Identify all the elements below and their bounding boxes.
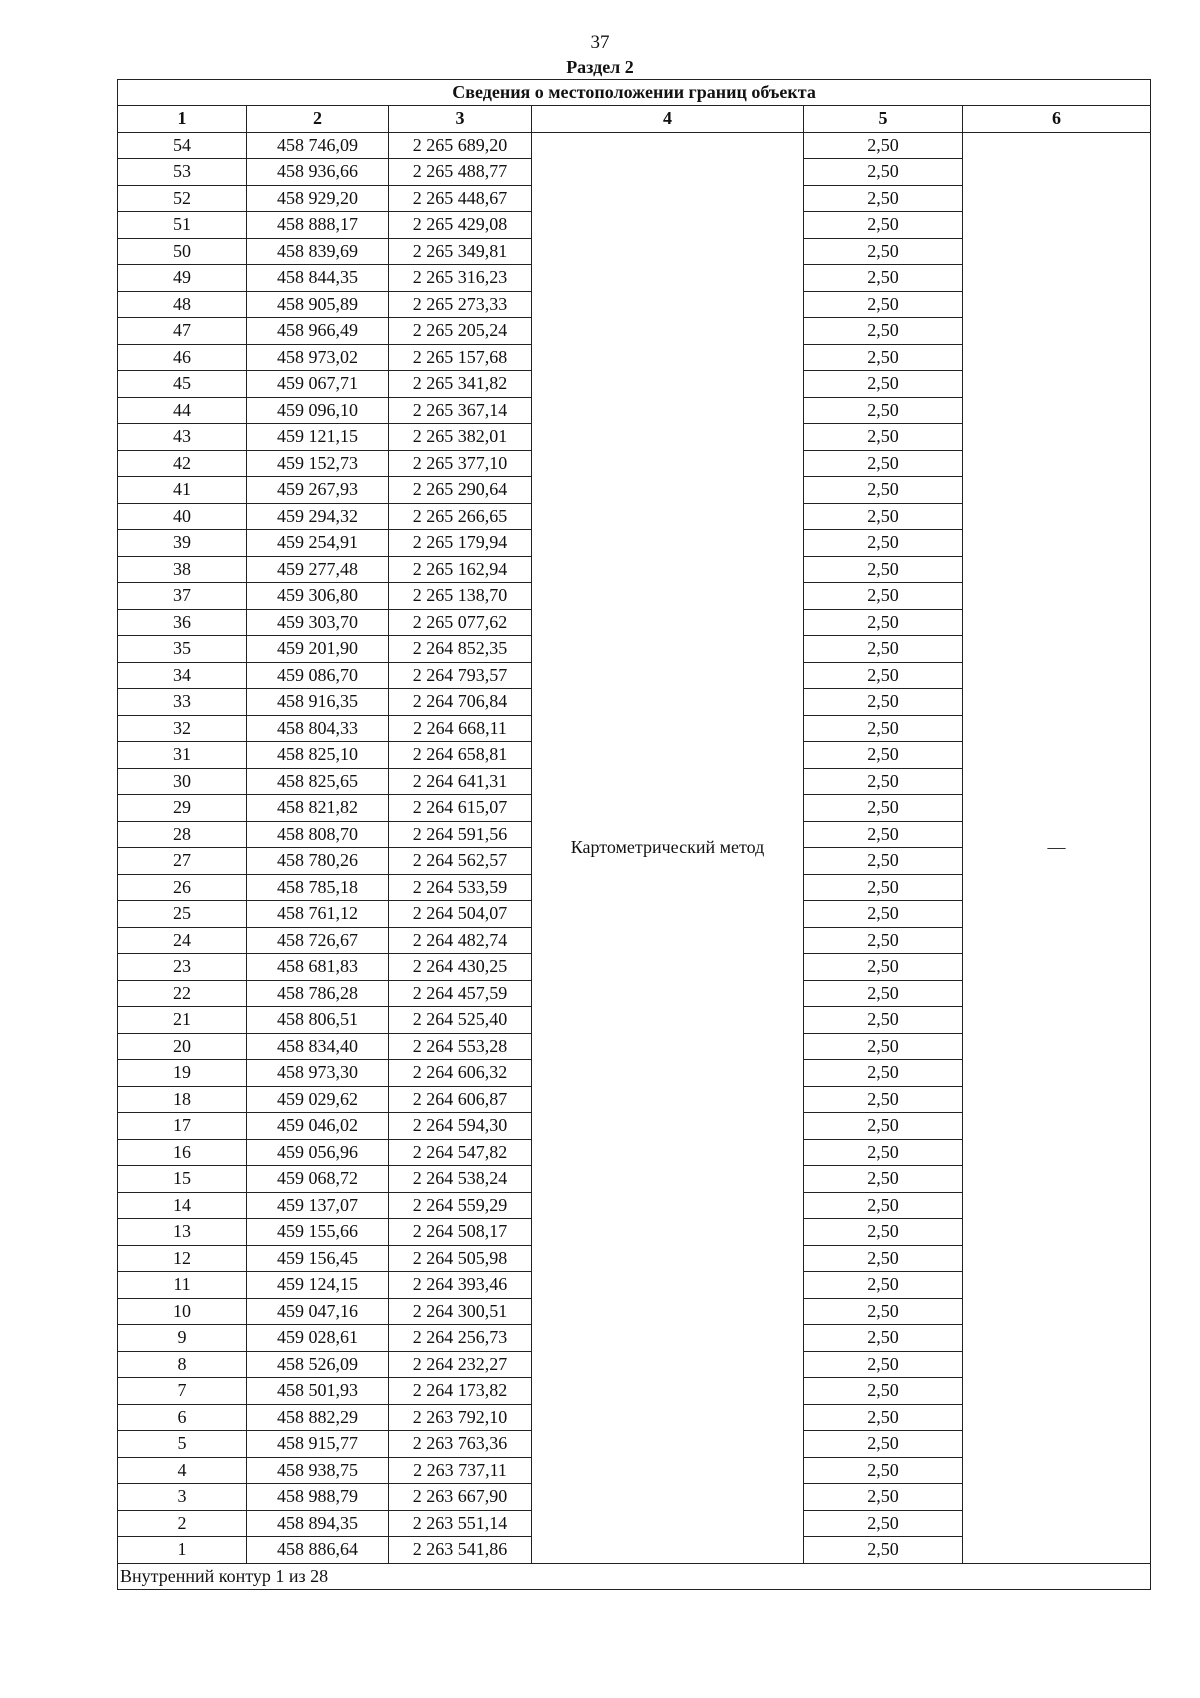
x-coordinate-cell: 459 306,80 (247, 583, 389, 610)
table-footer-row (118, 1563, 1151, 1590)
precision-cell: 2,50 (804, 1060, 963, 1087)
section-title: Раздел 2 (566, 57, 634, 77)
precision-cell: 2,50 (804, 556, 963, 583)
precision-cell: 2,50 (804, 503, 963, 530)
point-number-cell: 18 (118, 1086, 247, 1113)
precision-cell: 2,50 (804, 1166, 963, 1193)
precision-cell: 2,50 (804, 954, 963, 981)
point-number-cell: 26 (118, 874, 247, 901)
point-number-cell: 17 (118, 1113, 247, 1140)
precision-cell: 2,50 (804, 1086, 963, 1113)
point-number-cell: 15 (118, 1166, 247, 1193)
precision-cell: 2,50 (804, 980, 963, 1007)
y-coordinate-cell: 2 264 482,74 (389, 927, 532, 954)
column-number: 1 (118, 106, 247, 133)
y-coordinate-cell: 2 265 205,24 (389, 318, 532, 345)
y-coordinate-cell: 2 265 157,68 (389, 344, 532, 371)
precision-cell: 2,50 (804, 1272, 963, 1299)
precision-cell: 2,50 (804, 185, 963, 212)
precision-cell: 2,50 (804, 1431, 963, 1458)
x-coordinate-cell: 459 096,10 (247, 397, 389, 424)
y-coordinate-cell: 2 264 508,17 (389, 1219, 532, 1246)
column-number: 6 (963, 106, 1151, 133)
table-row (118, 132, 1151, 159)
x-coordinate-cell: 458 681,83 (247, 954, 389, 981)
point-number-cell: 36 (118, 609, 247, 636)
point-number-cell: 20 (118, 1033, 247, 1060)
x-coordinate-cell: 459 254,91 (247, 530, 389, 557)
point-number-cell: 53 (118, 159, 247, 186)
precision-cell: 2,50 (804, 927, 963, 954)
point-number-cell: 39 (118, 530, 247, 557)
point-number-cell: 5 (118, 1431, 247, 1458)
x-coordinate-cell: 458 821,82 (247, 795, 389, 822)
precision-cell: 2,50 (804, 1033, 963, 1060)
precision-cell: 2,50 (804, 874, 963, 901)
point-number-cell: 45 (118, 371, 247, 398)
y-coordinate-cell: 2 264 504,07 (389, 901, 532, 928)
y-coordinate-cell: 2 264 173,82 (389, 1378, 532, 1405)
point-number-cell: 35 (118, 636, 247, 663)
x-coordinate-cell: 458 973,02 (247, 344, 389, 371)
x-coordinate-cell: 459 056,96 (247, 1139, 389, 1166)
x-coordinate-cell: 459 047,16 (247, 1298, 389, 1325)
x-coordinate-cell: 458 761,12 (247, 901, 389, 928)
x-coordinate-cell: 459 067,71 (247, 371, 389, 398)
point-number-cell: 31 (118, 742, 247, 769)
precision-cell: 2,50 (804, 1298, 963, 1325)
point-number-cell: 11 (118, 1272, 247, 1299)
y-coordinate-cell: 2 264 533,59 (389, 874, 532, 901)
point-number-cell: 37 (118, 583, 247, 610)
y-coordinate-cell: 2 265 316,23 (389, 265, 532, 292)
y-coordinate-cell: 2 263 667,90 (389, 1484, 532, 1511)
precision-cell: 2,50 (804, 1378, 963, 1405)
precision-cell: 2,50 (804, 901, 963, 928)
y-coordinate-cell: 2 265 179,94 (389, 530, 532, 557)
precision-cell: 2,50 (804, 715, 963, 742)
x-coordinate-cell: 458 785,18 (247, 874, 389, 901)
point-number-cell: 43 (118, 424, 247, 451)
y-coordinate-cell: 2 265 273,33 (389, 291, 532, 318)
point-number-cell: 23 (118, 954, 247, 981)
precision-cell: 2,50 (804, 1404, 963, 1431)
precision-cell: 2,50 (804, 530, 963, 557)
y-coordinate-cell: 2 265 341,82 (389, 371, 532, 398)
precision-cell: 2,50 (804, 371, 963, 398)
x-coordinate-cell: 458 804,33 (247, 715, 389, 742)
x-coordinate-cell: 458 780,26 (247, 848, 389, 875)
x-coordinate-cell: 458 973,30 (247, 1060, 389, 1087)
x-coordinate-cell: 458 938,75 (247, 1457, 389, 1484)
precision-cell: 2,50 (804, 1351, 963, 1378)
x-coordinate-cell: 459 046,02 (247, 1113, 389, 1140)
y-coordinate-cell: 2 265 689,20 (389, 132, 532, 159)
y-coordinate-cell: 2 264 430,25 (389, 954, 532, 981)
y-coordinate-cell: 2 264 606,87 (389, 1086, 532, 1113)
precision-cell: 2,50 (804, 689, 963, 716)
x-coordinate-cell: 459 121,15 (247, 424, 389, 451)
table-caption: Сведения о местоположении границ объекта (118, 80, 1151, 106)
x-coordinate-cell: 459 294,32 (247, 503, 389, 530)
y-coordinate-cell: 2 263 763,36 (389, 1431, 532, 1458)
x-coordinate-cell: 458 936,66 (247, 159, 389, 186)
x-coordinate-cell: 459 267,93 (247, 477, 389, 504)
precision-cell: 2,50 (804, 636, 963, 663)
y-coordinate-cell: 2 264 706,84 (389, 689, 532, 716)
column-number-row (118, 106, 1151, 133)
y-coordinate-cell: 2 264 505,98 (389, 1245, 532, 1272)
method-cell: Картометрический метод (532, 132, 804, 1563)
x-coordinate-cell: 458 526,09 (247, 1351, 389, 1378)
y-coordinate-cell: 2 265 290,64 (389, 477, 532, 504)
precision-cell: 2,50 (804, 768, 963, 795)
x-coordinate-cell: 458 746,09 (247, 132, 389, 159)
y-coordinate-cell: 2 265 367,14 (389, 397, 532, 424)
point-number-cell: 10 (118, 1298, 247, 1325)
y-coordinate-cell: 2 264 658,81 (389, 742, 532, 769)
precision-cell: 2,50 (804, 344, 963, 371)
precision-cell: 2,50 (804, 742, 963, 769)
x-coordinate-cell: 459 201,90 (247, 636, 389, 663)
point-number-cell: 7 (118, 1378, 247, 1405)
x-coordinate-cell: 459 152,73 (247, 450, 389, 477)
y-coordinate-cell: 2 264 559,29 (389, 1192, 532, 1219)
point-number-cell: 34 (118, 662, 247, 689)
x-coordinate-cell: 459 124,15 (247, 1272, 389, 1299)
point-number-cell: 30 (118, 768, 247, 795)
precision-cell: 2,50 (804, 821, 963, 848)
x-coordinate-cell: 458 806,51 (247, 1007, 389, 1034)
point-number-cell: 42 (118, 450, 247, 477)
contour-note: Внутренний контур 1 из 28 (118, 1563, 1151, 1590)
precision-cell: 2,50 (804, 609, 963, 636)
x-coordinate-cell: 458 966,49 (247, 318, 389, 345)
x-coordinate-cell: 458 929,20 (247, 185, 389, 212)
y-coordinate-cell: 2 264 457,59 (389, 980, 532, 1007)
x-coordinate-cell: 459 137,07 (247, 1192, 389, 1219)
y-coordinate-cell: 2 265 266,65 (389, 503, 532, 530)
y-coordinate-cell: 2 264 525,40 (389, 1007, 532, 1034)
page-number: 37 (590, 32, 610, 53)
point-number-cell: 32 (118, 715, 247, 742)
x-coordinate-cell: 459 068,72 (247, 1166, 389, 1193)
point-number-cell: 40 (118, 503, 247, 530)
y-coordinate-cell: 2 263 541,86 (389, 1537, 532, 1564)
point-number-cell: 6 (118, 1404, 247, 1431)
precision-cell: 2,50 (804, 1325, 963, 1352)
table-caption-row (118, 80, 1151, 106)
x-coordinate-cell: 459 029,62 (247, 1086, 389, 1113)
point-number-cell: 38 (118, 556, 247, 583)
precision-cell: 2,50 (804, 1139, 963, 1166)
column-number: 4 (532, 106, 804, 133)
y-coordinate-cell: 2 264 232,27 (389, 1351, 532, 1378)
x-coordinate-cell: 458 501,93 (247, 1378, 389, 1405)
point-number-cell: 4 (118, 1457, 247, 1484)
coordinates-table (117, 79, 1151, 1590)
precision-cell: 2,50 (804, 477, 963, 504)
x-coordinate-cell: 459 028,61 (247, 1325, 389, 1352)
y-coordinate-cell: 2 263 737,11 (389, 1457, 532, 1484)
x-coordinate-cell: 458 839,69 (247, 238, 389, 265)
y-coordinate-cell: 2 264 594,30 (389, 1113, 532, 1140)
y-coordinate-cell: 2 265 162,94 (389, 556, 532, 583)
x-coordinate-cell: 458 886,64 (247, 1537, 389, 1564)
point-number-cell: 47 (118, 318, 247, 345)
y-coordinate-cell: 2 264 606,32 (389, 1060, 532, 1087)
y-coordinate-cell: 2 263 551,14 (389, 1510, 532, 1537)
y-coordinate-cell: 2 265 138,70 (389, 583, 532, 610)
point-number-cell: 9 (118, 1325, 247, 1352)
precision-cell: 2,50 (804, 424, 963, 451)
y-coordinate-cell: 2 265 349,81 (389, 238, 532, 265)
x-coordinate-cell: 458 888,17 (247, 212, 389, 239)
precision-cell: 2,50 (804, 1192, 963, 1219)
precision-cell: 2,50 (804, 450, 963, 477)
precision-cell: 2,50 (804, 1245, 963, 1272)
point-number-cell: 16 (118, 1139, 247, 1166)
point-number-cell: 54 (118, 132, 247, 159)
x-coordinate-cell: 458 915,77 (247, 1431, 389, 1458)
point-number-cell: 13 (118, 1219, 247, 1246)
precision-cell: 2,50 (804, 1457, 963, 1484)
y-coordinate-cell: 2 264 591,56 (389, 821, 532, 848)
y-coordinate-cell: 2 263 792,10 (389, 1404, 532, 1431)
column-6-cell: — (963, 132, 1151, 1563)
point-number-cell: 2 (118, 1510, 247, 1537)
precision-cell: 2,50 (804, 212, 963, 239)
x-coordinate-cell: 458 988,79 (247, 1484, 389, 1511)
point-number-cell: 3 (118, 1484, 247, 1511)
precision-cell: 2,50 (804, 397, 963, 424)
point-number-cell: 28 (118, 821, 247, 848)
column-number: 5 (804, 106, 963, 133)
y-coordinate-cell: 2 264 562,57 (389, 848, 532, 875)
point-number-cell: 14 (118, 1192, 247, 1219)
precision-cell: 2,50 (804, 132, 963, 159)
x-coordinate-cell: 458 882,29 (247, 1404, 389, 1431)
y-coordinate-cell: 2 265 488,77 (389, 159, 532, 186)
y-coordinate-cell: 2 264 538,24 (389, 1166, 532, 1193)
precision-cell: 2,50 (804, 1510, 963, 1537)
precision-cell: 2,50 (804, 1113, 963, 1140)
x-coordinate-cell: 458 825,65 (247, 768, 389, 795)
point-number-cell: 52 (118, 185, 247, 212)
point-number-cell: 46 (118, 344, 247, 371)
precision-cell: 2,50 (804, 1484, 963, 1511)
x-coordinate-cell: 459 156,45 (247, 1245, 389, 1272)
y-coordinate-cell: 2 264 547,82 (389, 1139, 532, 1166)
point-number-cell: 33 (118, 689, 247, 716)
x-coordinate-cell: 458 808,70 (247, 821, 389, 848)
precision-cell: 2,50 (804, 291, 963, 318)
y-coordinate-cell: 2 264 668,11 (389, 715, 532, 742)
column-number: 3 (389, 106, 532, 133)
point-number-cell: 12 (118, 1245, 247, 1272)
point-number-cell: 44 (118, 397, 247, 424)
point-number-cell: 24 (118, 927, 247, 954)
point-number-cell: 50 (118, 238, 247, 265)
precision-cell: 2,50 (804, 159, 963, 186)
point-number-cell: 25 (118, 901, 247, 928)
point-number-cell: 8 (118, 1351, 247, 1378)
y-coordinate-cell: 2 264 300,51 (389, 1298, 532, 1325)
precision-cell: 2,50 (804, 583, 963, 610)
y-coordinate-cell: 2 264 793,57 (389, 662, 532, 689)
y-coordinate-cell: 2 264 393,46 (389, 1272, 532, 1299)
x-coordinate-cell: 458 894,35 (247, 1510, 389, 1537)
precision-cell: 2,50 (804, 1007, 963, 1034)
precision-cell: 2,50 (804, 265, 963, 292)
point-number-cell: 22 (118, 980, 247, 1007)
precision-cell: 2,50 (804, 795, 963, 822)
y-coordinate-cell: 2 265 382,01 (389, 424, 532, 451)
x-coordinate-cell: 459 277,48 (247, 556, 389, 583)
y-coordinate-cell: 2 264 553,28 (389, 1033, 532, 1060)
point-number-cell: 49 (118, 265, 247, 292)
point-number-cell: 27 (118, 848, 247, 875)
y-coordinate-cell: 2 264 852,35 (389, 636, 532, 663)
precision-cell: 2,50 (804, 1219, 963, 1246)
precision-cell: 2,50 (804, 318, 963, 345)
y-coordinate-cell: 2 264 615,07 (389, 795, 532, 822)
x-coordinate-cell: 459 155,66 (247, 1219, 389, 1246)
x-coordinate-cell: 458 825,10 (247, 742, 389, 769)
y-coordinate-cell: 2 265 448,67 (389, 185, 532, 212)
y-coordinate-cell: 2 265 429,08 (389, 212, 532, 239)
point-number-cell: 19 (118, 1060, 247, 1087)
precision-cell: 2,50 (804, 662, 963, 689)
x-coordinate-cell: 458 786,28 (247, 980, 389, 1007)
column-number: 2 (247, 106, 389, 133)
x-coordinate-cell: 458 916,35 (247, 689, 389, 716)
y-coordinate-cell: 2 264 256,73 (389, 1325, 532, 1352)
y-coordinate-cell: 2 265 377,10 (389, 450, 532, 477)
precision-cell: 2,50 (804, 1537, 963, 1564)
x-coordinate-cell: 458 834,40 (247, 1033, 389, 1060)
x-coordinate-cell: 459 303,70 (247, 609, 389, 636)
x-coordinate-cell: 458 726,67 (247, 927, 389, 954)
precision-cell: 2,50 (804, 848, 963, 875)
point-number-cell: 41 (118, 477, 247, 504)
point-number-cell: 1 (118, 1537, 247, 1564)
x-coordinate-cell: 458 905,89 (247, 291, 389, 318)
y-coordinate-cell: 2 264 641,31 (389, 768, 532, 795)
precision-cell: 2,50 (804, 238, 963, 265)
point-number-cell: 29 (118, 795, 247, 822)
point-number-cell: 51 (118, 212, 247, 239)
point-number-cell: 48 (118, 291, 247, 318)
point-number-cell: 21 (118, 1007, 247, 1034)
y-coordinate-cell: 2 265 077,62 (389, 609, 532, 636)
x-coordinate-cell: 459 086,70 (247, 662, 389, 689)
x-coordinate-cell: 458 844,35 (247, 265, 389, 292)
